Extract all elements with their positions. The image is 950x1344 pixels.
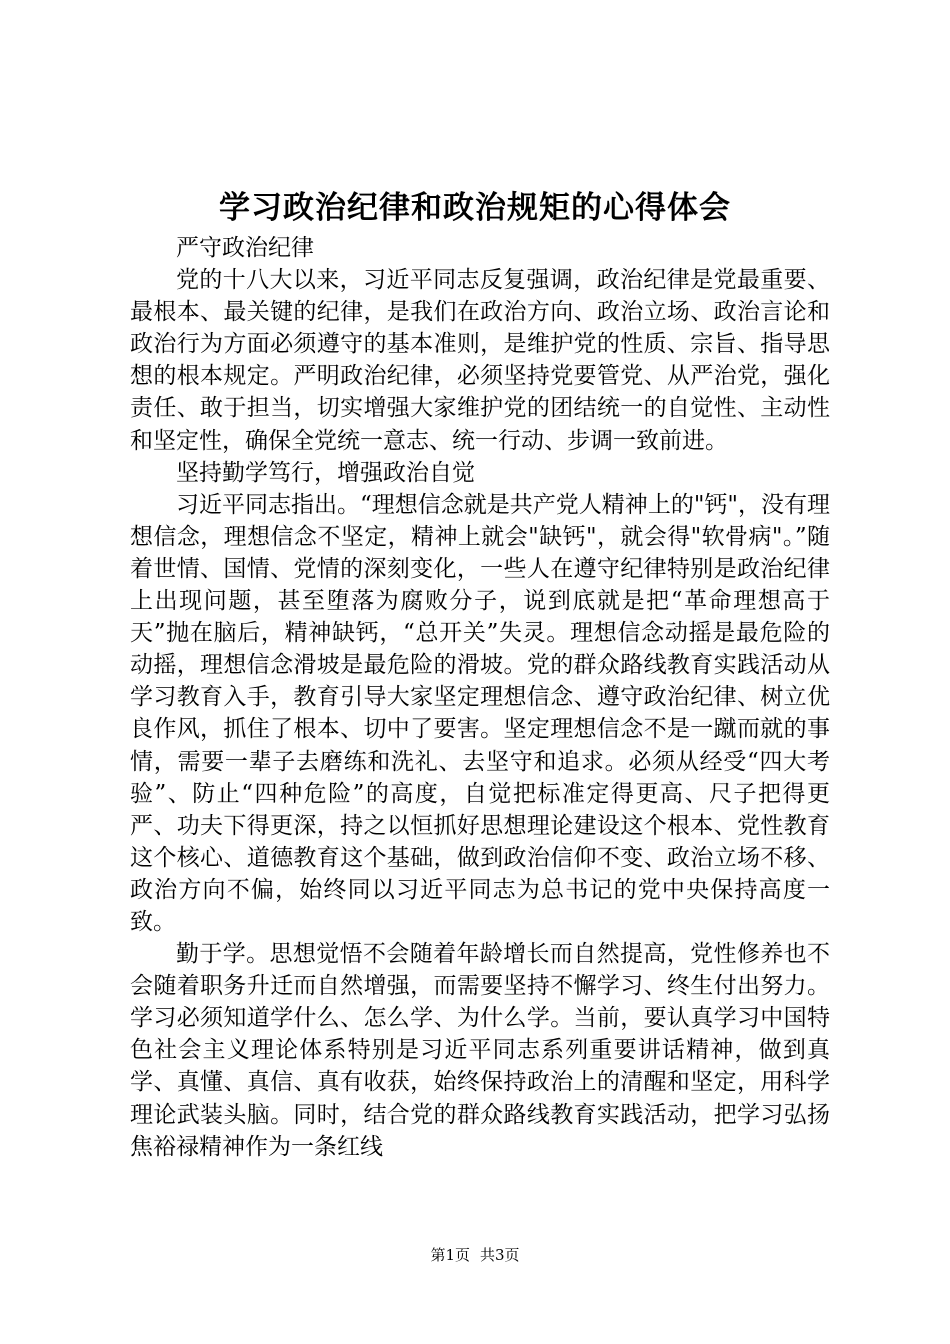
paragraph: 勤于学。思想觉悟不会随着年龄增长而自然提高，党性修养也不会随着职务升迁而自然增强，而需要坚持不懈学习、终生付出努力。学习必须知道学什么、怎么学、为什么学。当前，要认真学习中国特色社会主义理论体系特别是习近平同志系列重要讲话精神，做到真学、真懂、真信、真有收获，始终保持政治上的清醒和坚定，用科学理论武装头脑。同时，结合党的群众路线教育实践活动，把学习弘扬焦裕禄精神作为一条红线 [130, 941, 830, 1160]
section-heading: 坚持勤学笃行，增强政治自觉 [176, 459, 475, 486]
document-title: 学习政治纪律和政治规矩的心得体会 [219, 190, 731, 226]
section-heading: 严守政治纪律 [176, 235, 314, 261]
page-footer [0, 1245, 950, 1265]
paragraph: 习近平同志指出。“理想信念就是共产党人精神上的"钙"，没有理想信念，理想信念不坚定，精神上就会"缺钙"，就会得"软骨病"。”随着世情、国情、党情的深刻变化，一些人在遵守纪律特别是政治纪律上出现问题，甚至堕落为腐败分子，说到底就是把“革命理想高于天”抛在脑后，精神缺钙，“总开关”失灵。理想信念动摇是最危险的动摇，理想信念滑坡是最危险的滑坡。党的群众路线教育实践活动从学习教育入手，教育引导大家坚定理想信念、遵守政治纪律、树立优良作风，抓住了根本、切中了要害。坚定理想信念不是一蹴而就的事情，需要一辈子去磨练和洗礼、去坚守和追求。必须从经受“四大考验”、防止“四种危险”的高度，自觉把标准定得更高、尺子把得更严、功夫下得更深，持之以恒抓好思想理论建设这个根本、党性教育这个核心、道德教育这个基础，做到政治信仰不变、政治立场不移、政治方向不偏，始终同以习近平同志为总书记的党中央保持高度一致。 [130, 491, 830, 935]
document-body [130, 232, 830, 1163]
page-total: 共3页 [480, 1246, 520, 1264]
paragraph: 党的十八大以来，习近平同志反复强调，政治纪律是党最重要、最根本、最关键的纪律，是我们在政治方向、政治立场、政治言论和政治行为方面必须遵守的基本准则，是维护党的性质、宗旨、指导思想的根本规定。严明政治纪律，必须坚持党要管党、从严治党，强化责任、敢于担当，切实增强大家维护党的团结统一的自觉性、主动性和坚定性，确保全党统一意志、统一行动、步调一致前进。 [130, 267, 830, 454]
page-number: 第1页 [430, 1246, 470, 1264]
